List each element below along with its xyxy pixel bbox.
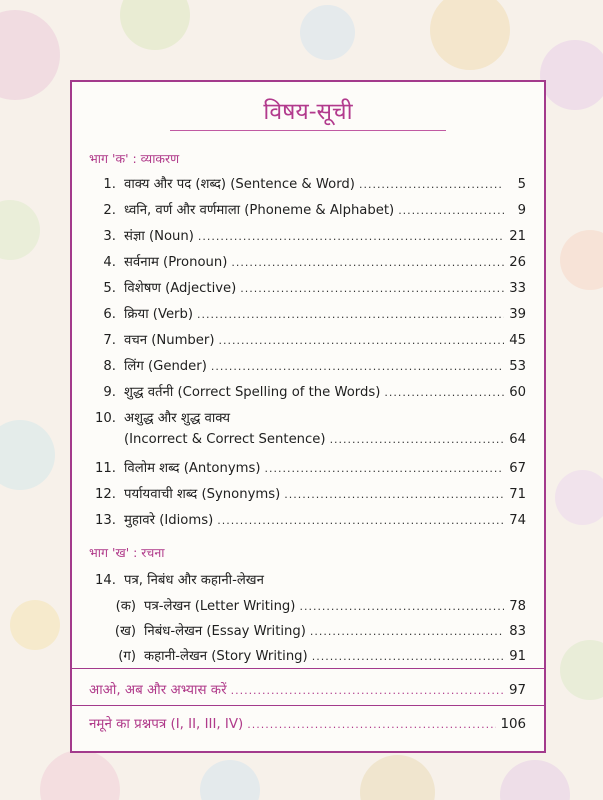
entry-page: 91 [509,649,526,664]
entry-number: 3. [103,229,116,244]
entry-number: 14. [95,573,116,588]
subentry-label: (ग) [118,649,136,664]
entry-number: 2. [103,203,116,218]
entry-title: विलोम शब्द (Antonyms) [124,461,261,476]
toc-entry-14[interactable] [72,570,526,592]
toc-entry-6[interactable] [72,304,526,326]
dot-leader [211,360,504,373]
entry-title: वचन (Number) [124,333,215,348]
dot-leader [217,514,504,527]
entry-page: 83 [509,624,526,639]
title-underline [170,130,446,131]
entry-page: 53 [509,359,526,374]
dot-leader [231,684,504,697]
entry-page: 71 [509,487,526,502]
toc-entry-11[interactable] [72,458,526,480]
entry-title: ध्वनि, वर्ण और वर्णमाला (Phoneme & Alphabet) [124,203,395,218]
separator-line [72,668,544,669]
dot-leader [330,433,504,446]
entry-title: निबंध-लेखन (Essay Writing) [144,624,306,639]
dot-leader [398,204,504,217]
entry-title: पत्र-लेखन (Letter Writing) [144,599,296,614]
entry-page: 39 [509,307,526,322]
entry-number: 4. [103,255,116,270]
subentry-label: (क) [115,599,136,614]
toc-entry-12[interactable] [72,484,526,506]
toc-entry-13[interactable] [72,510,526,532]
entry-page: 64 [509,432,526,447]
entry-page: 97 [508,683,526,698]
entry-number: 1. [103,177,116,192]
entry-number: 8. [103,359,116,374]
toc-subentry-c[interactable] [72,646,526,668]
toc-entry-practice[interactable] [72,680,526,702]
entry-title: अशुद्ध और शुद्ध वाक्य [124,411,230,426]
entry-title: विशेषण (Adjective) [124,281,237,296]
toc-entry-10-line1[interactable] [72,408,526,430]
contents-frame [70,80,546,753]
entry-title: नमूने का प्रश्नपत्र (I, II, III, IV) [89,717,244,732]
entry-page: 67 [509,461,526,476]
subentry-label: (ख) [114,624,136,639]
entry-title: मुहावरे (Idioms) [124,513,214,528]
entry-page: 106 [500,717,526,732]
toc-entry-5[interactable] [72,278,526,300]
entry-page: 21 [509,229,526,244]
entry-number: 5. [103,281,116,296]
dot-leader [310,625,504,638]
toc-entry-9[interactable] [72,382,526,404]
dot-leader [284,488,504,501]
toc-subentry-b[interactable] [72,621,526,643]
dot-leader [218,334,504,347]
dot-leader [299,600,504,613]
entry-number: 13. [95,513,116,528]
entry-page: 60 [509,385,526,400]
dot-leader [384,386,504,399]
entry-number: 10. [95,411,116,426]
page-title: विषय-सूची [263,99,353,125]
entry-title: कहानी-लेखन (Story Writing) [144,649,308,664]
dot-leader [198,230,504,243]
section-heading-part-a: भाग 'क' : व्याकरण [89,151,180,166]
entry-number: 11. [95,461,116,476]
dot-leader [231,256,504,269]
dot-leader [312,650,504,663]
entry-number: 9. [103,385,116,400]
separator-line [72,705,544,706]
entry-page: 45 [509,333,526,348]
dot-leader [197,308,504,321]
entry-page: 33 [509,281,526,296]
dot-leader [247,718,496,731]
entry-title: क्रिया (Verb) [124,307,193,322]
dot-leader [359,178,504,191]
entry-page: 74 [509,513,526,528]
entry-title: पर्यायवाची शब्द (Synonyms) [124,487,281,502]
entry-title: पत्र, निबंध और कहानी-लेखन [124,573,264,588]
entry-title: लिंग (Gender) [124,359,207,374]
dot-leader [265,462,504,475]
toc-entry-sample-paper[interactable] [72,714,526,736]
toc-entry-7[interactable] [72,330,526,352]
entry-page: 9 [517,203,526,218]
toc-entry-3[interactable] [72,226,526,248]
entry-title: आओ, अब और अभ्यास करें [89,683,227,698]
entry-number: 7. [103,333,116,348]
toc-entry-8[interactable] [72,356,526,378]
entry-page: 26 [509,255,526,270]
entry-number: 6. [103,307,116,322]
toc-entry-1[interactable] [72,174,526,196]
dot-leader [240,282,504,295]
toc-entry-4[interactable] [72,252,526,274]
entry-title-continued: (Incorrect & Correct Sentence) [124,432,326,447]
entry-title: शुद्ध वर्तनी (Correct Spelling of the Words) [124,385,381,400]
toc-entry-2[interactable] [72,200,526,222]
toc-entry-10-line2[interactable] [72,432,526,454]
entry-page: 78 [509,599,526,614]
entry-number: 12. [95,487,116,502]
entry-title: संज्ञा (Noun) [124,229,194,244]
toc-subentry-a[interactable] [72,596,526,618]
section-heading-part-b: भाग 'ख' : रचना [89,545,165,560]
entry-page: 5 [517,177,526,192]
entry-title: वाक्य और पद (शब्द) (Sentence & Word) [124,177,355,192]
entry-title: सर्वनाम (Pronoun) [124,255,228,270]
